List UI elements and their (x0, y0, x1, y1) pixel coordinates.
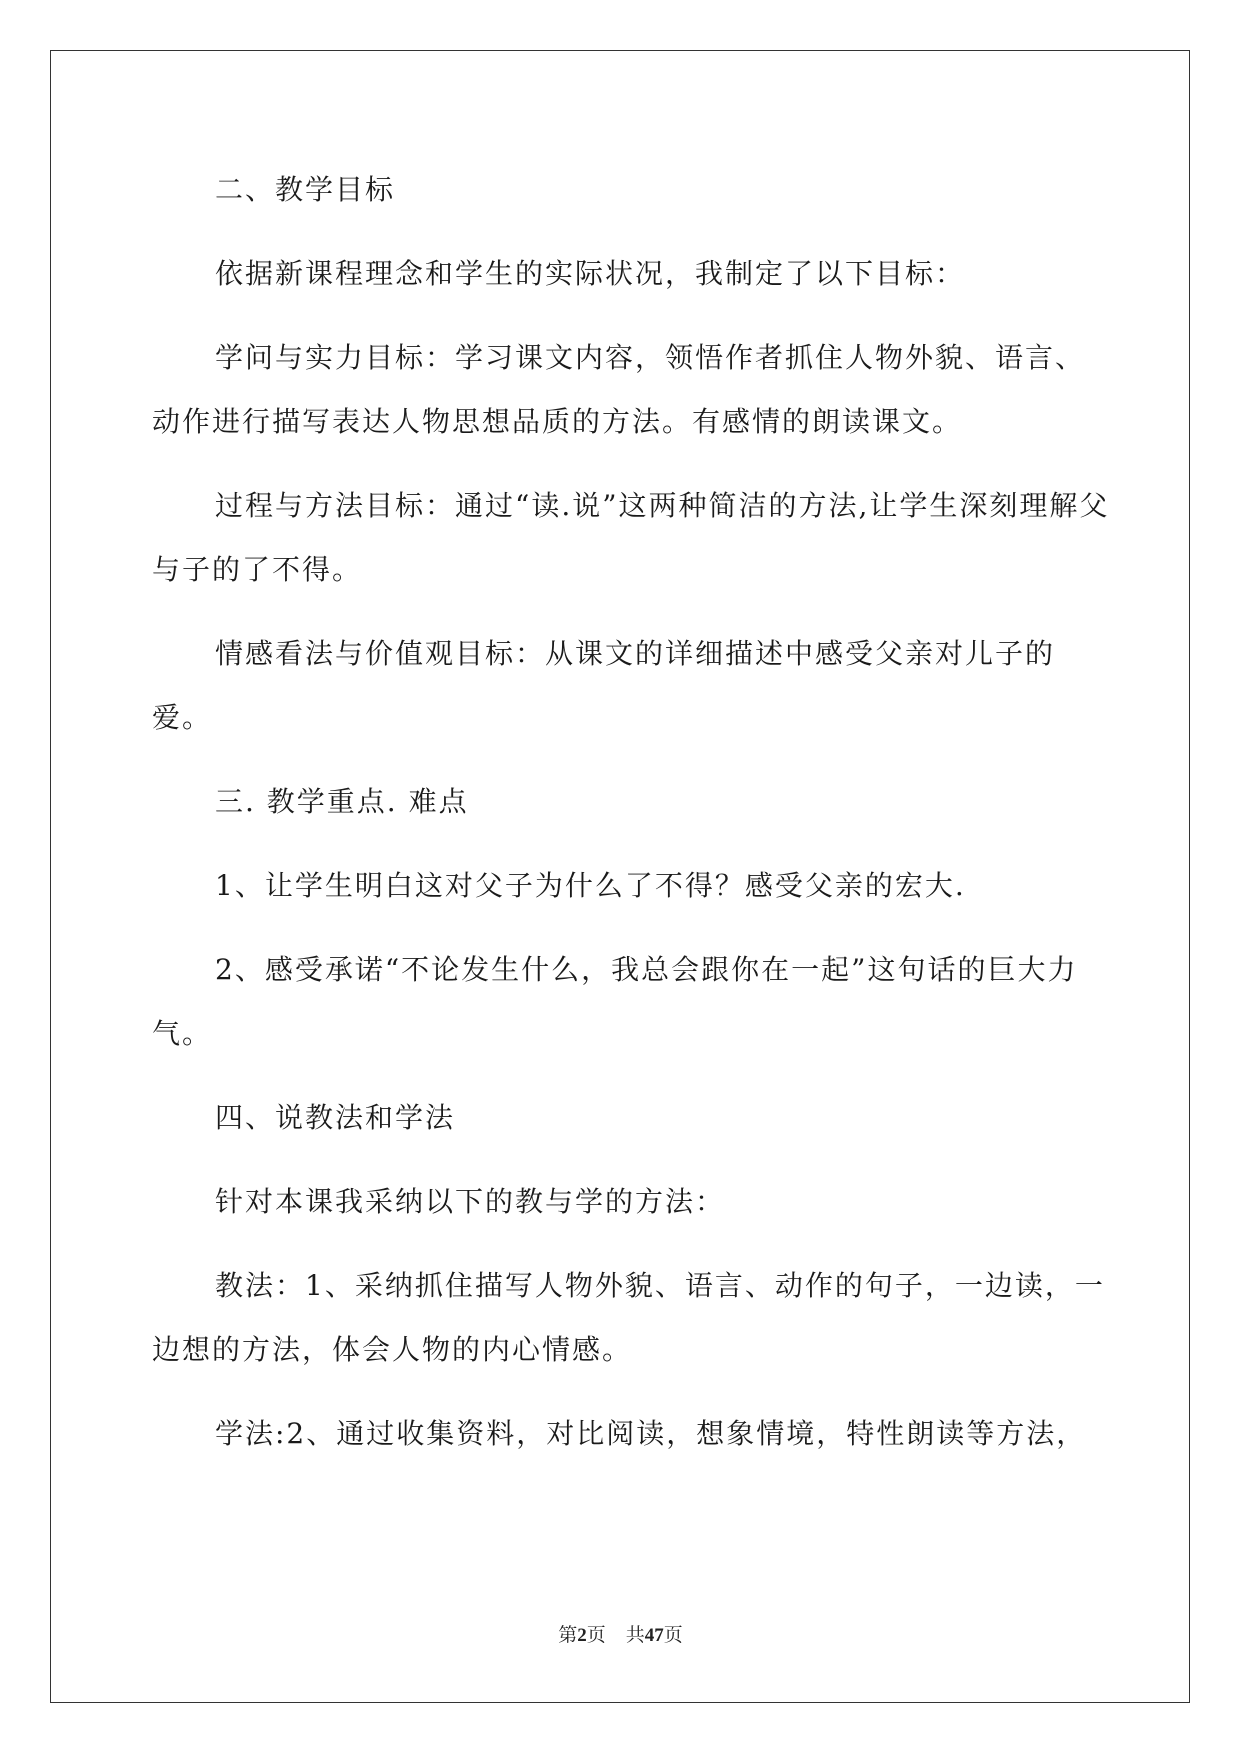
footer-page-prefix: 第 (558, 1625, 578, 1646)
footer-total-pages: 47 (644, 1625, 664, 1646)
footer-total-suffix: 页 (663, 1625, 683, 1646)
paragraph-methods-intro: 针对本课我采纳以下的教与学的方法： (215, 1185, 726, 1218)
paragraph-key-point-2: 2、感受承诺“不论发生什么，我总会跟你在一起”这句话的巨大力气。 (152, 953, 1078, 1050)
footer-page-suffix: 页 (586, 1625, 606, 1646)
section-heading-methods: 四、说教法和学法 (215, 1101, 456, 1134)
section-heading-objectives: 二、教学目标 (215, 173, 396, 206)
paragraph-emotion-goal: 情感看法与价值观目标：从课文的详细描述中感受父亲对儿子的爱。 (152, 637, 1056, 734)
document-body (152, 158, 1112, 1486)
section-heading-key-points: 三. 教学重点. 难点 (215, 785, 469, 818)
paragraph-process-goal: 过程与方法目标：通过“读.说”这两种简洁的方法,让学生深刻理解父与子的了不得。 (152, 489, 1110, 586)
footer-total-prefix: 共 (625, 1625, 645, 1646)
paragraph-knowledge-goal: 学问与实力目标：学习课文内容，领悟作者抓住人物外貌、语言、动作进行描写表达人物思想品质的方法。有感情的朗读课文。 (152, 341, 1086, 438)
paragraph-key-point-1: 1、让学生明白这对父子为什么了不得？感受父亲的宏大. (215, 869, 966, 902)
paragraph-objectives-intro: 依据新课程理念和学生的实际状况，我制定了以下目标： (215, 257, 966, 290)
paragraph-learning-method: 学法:2、通过收集资料，对比阅读，想象情境，特性朗读等方法， (215, 1417, 1087, 1450)
paragraph-teaching-method: 教法：1、采纳抓住描写人物外貌、语言、动作的句子，一边读，一边想的方法，体会人物的内心情感。 (152, 1269, 1105, 1366)
page-footer (0, 1620, 1241, 1647)
footer-page-number: 2 (577, 1625, 587, 1646)
